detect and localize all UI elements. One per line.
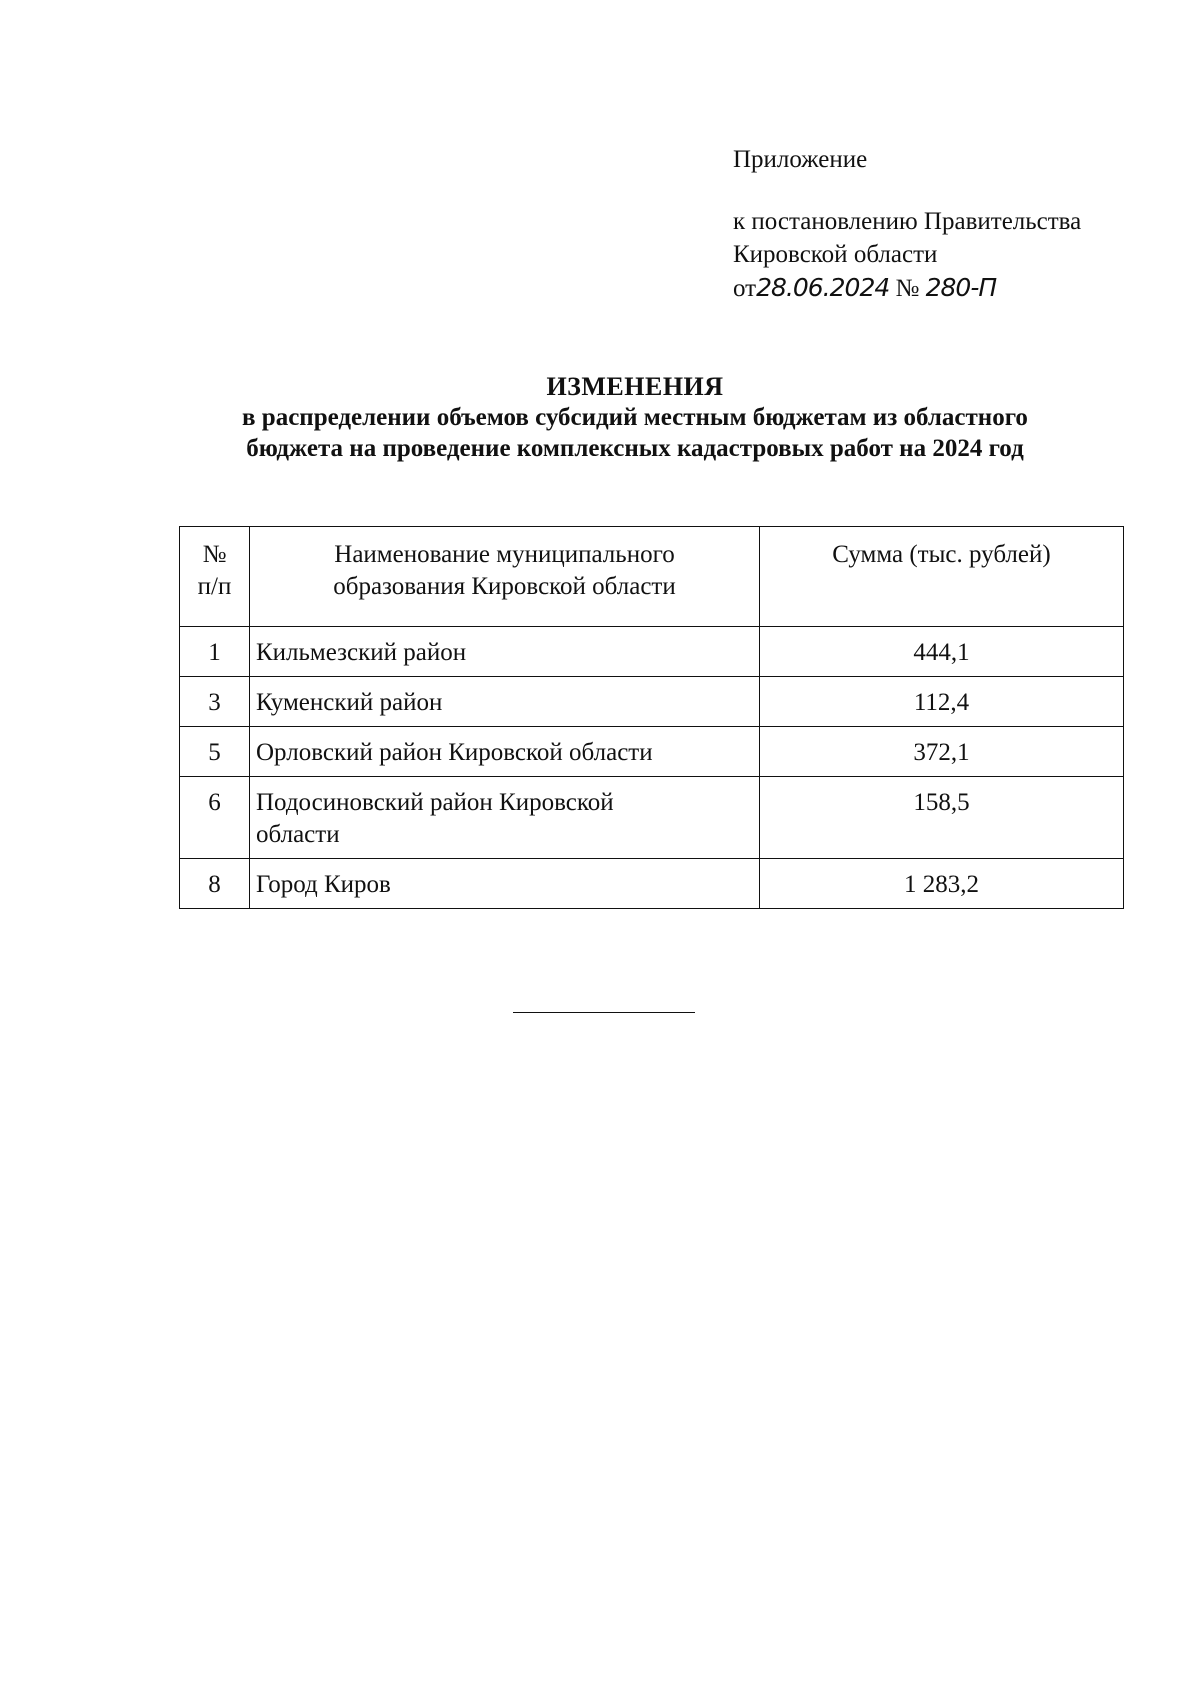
document-heading (175, 371, 1095, 464)
row-name-line-1: Город Киров (256, 871, 391, 898)
header-name-line-1: Наименование муниципального (334, 541, 675, 568)
row-sum: 1 283,2 (760, 859, 1124, 909)
row-name-line-1: Кильмезский район (256, 639, 467, 666)
annex-date-prefix: от (733, 275, 757, 302)
header-name-line-2: образования Кировской области (333, 573, 676, 600)
row-num: 1 (180, 627, 250, 677)
table-row (180, 859, 1124, 909)
row-num: 6 (180, 777, 250, 859)
header-num (180, 527, 250, 627)
header-name (250, 527, 760, 627)
table-row (180, 727, 1124, 777)
document-subtitle-line-2: бюджета на проведение комплексных кадастровых работ на 2024 год (246, 435, 1024, 462)
row-name (250, 727, 760, 777)
row-name-line-1: Орловский район Кировской области (256, 739, 653, 766)
row-name (250, 627, 760, 677)
row-sum: 158,5 (760, 777, 1124, 859)
row-num: 5 (180, 727, 250, 777)
annex-number-prefix: № (895, 275, 920, 302)
annex-block (733, 143, 1081, 305)
header-num-line-2: п/п (197, 573, 232, 600)
row-sum: 444,1 (760, 627, 1124, 677)
document-title: ИЗМЕНЕНИЯ (546, 372, 724, 401)
document-subtitle-line-1: в распределении объемов субсидий местным бюджетам из областного (242, 404, 1028, 431)
row-num: 8 (180, 859, 250, 909)
closing-rule (513, 1012, 695, 1013)
row-name (250, 859, 760, 909)
row-num: 3 (180, 677, 250, 727)
table-row (180, 627, 1124, 677)
handwritten-date: 28.06.2024 (756, 273, 890, 302)
row-name-line-1: Подосиновский район Кировской (256, 789, 614, 816)
table-row (180, 777, 1124, 859)
row-name (250, 677, 760, 727)
header-num-line-1: № (202, 541, 227, 568)
row-name-line-2: области (256, 821, 340, 848)
row-name (250, 777, 760, 859)
row-sum: 372,1 (760, 727, 1124, 777)
handwritten-number: 280-П (925, 273, 997, 302)
table-row (180, 677, 1124, 727)
row-sum: 112,4 (760, 677, 1124, 727)
header-sum: Сумма (тыс. рублей) (760, 527, 1124, 627)
row-name-line-1: Куменский район (256, 689, 443, 716)
table-header-row (180, 527, 1124, 627)
subsidy-table (179, 526, 1124, 909)
annex-gap (733, 176, 1081, 205)
annex-date-line (733, 271, 1081, 305)
annex-line-2: Кировской области (733, 241, 938, 268)
annex-title: Приложение (733, 146, 868, 173)
annex-line-1: к постановлению Правительства (733, 208, 1082, 235)
